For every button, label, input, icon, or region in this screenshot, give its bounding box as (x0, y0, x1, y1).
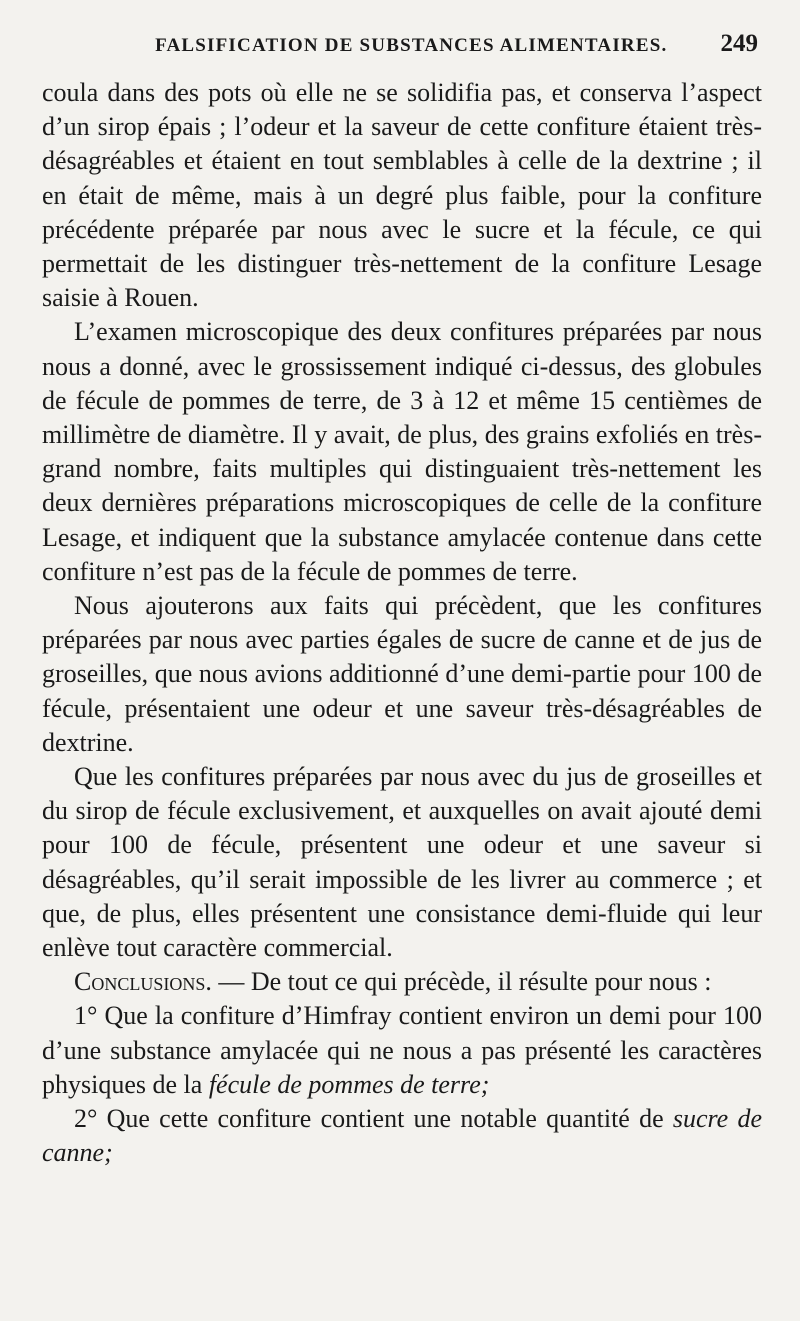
item-2-end: ; (104, 1138, 113, 1168)
item-1-emphasis: fécule de pommes de terre (208, 1069, 481, 1099)
paragraph-item-1 (42, 999, 762, 1102)
paragraph-4: Que les confitures préparées par nous avec du jus de groseilles et du sirop de fécule exclusivement, et auxquelles on avait ajouté demi pour 100 de fécule, présentent une odeur et une saveur si désagréables, qu’il serait impossible de les livrer au commerce ; et que, de plus, elles présentent une consistance demi-fluide qui leur enlève tout caractère commercial. (42, 762, 762, 963)
paragraph-item-2 (42, 1102, 762, 1170)
page-header (42, 30, 762, 76)
item-1-text: 1° Que la confiture d’Himfray contient environ un demi pour 100 d’une substance amylacée qui ne nous a pas présenté les caractères physiques de la (42, 1001, 762, 1099)
paragraph-2: L’examen microscopique des deux confitures préparées par nous nous a donné, avec le grossissement indiqué ci-dessus, des globules de fécule de pommes de terre, de 3 à 12 et même 15 centièmes de millimètre de diamètre. Il y avait, de plus, des grains exfoliés en très-grand nombre, faits multiples qui distinguaient très-nettement les deux dernières préparations microscopiques de celle de la confiture Lesage, et indiquent que la substance amylacée contenue dans cette confiture n’est pas de la fécule de pommes de terre. (42, 317, 762, 586)
paragraph-1: coula dans des pots où elle ne se solidifia pas, et conserva l’aspect d’un sirop épais ; l’odeur et la saveur de cette confiture étaient très-désagréables et étaient en tout semblables à celle de la dextrine ; il en était de même, mais à un degré plus faible, pour la confiture précédente préparée par nous avec le sucre et la fécule, ce qui permettait de les distinguer très-nettement de la confiture Lesage saisie à Rouen. (42, 78, 762, 313)
item-1-end: ; (480, 1069, 490, 1099)
running-title: FALSIFICATION DE SUBSTANCES ALIMENTAIRES. (155, 35, 668, 56)
item-2-text: 2° Que cette confiture contient une notable quantité de (74, 1104, 673, 1134)
body-text (42, 76, 762, 1171)
item-2-emphasis: sucre de canne (42, 1104, 762, 1168)
conclusions-text: — De tout ce qui précède, il résulte pour nous : (211, 967, 712, 997)
page-number: 249 (720, 30, 758, 57)
paragraph-conclusions (42, 965, 762, 999)
conclusions-label: Conclusions. (74, 967, 212, 997)
paragraph-3: Nous ajouterons aux faits qui précèdent, que les confitures préparées par nous avec parties égales de sucre de canne et de jus de groseilles, que nous avions additionné d’une demi-partie pour 100 de fécule, présentaient une odeur et une saveur très-désagréables de dextrine. (42, 591, 762, 757)
